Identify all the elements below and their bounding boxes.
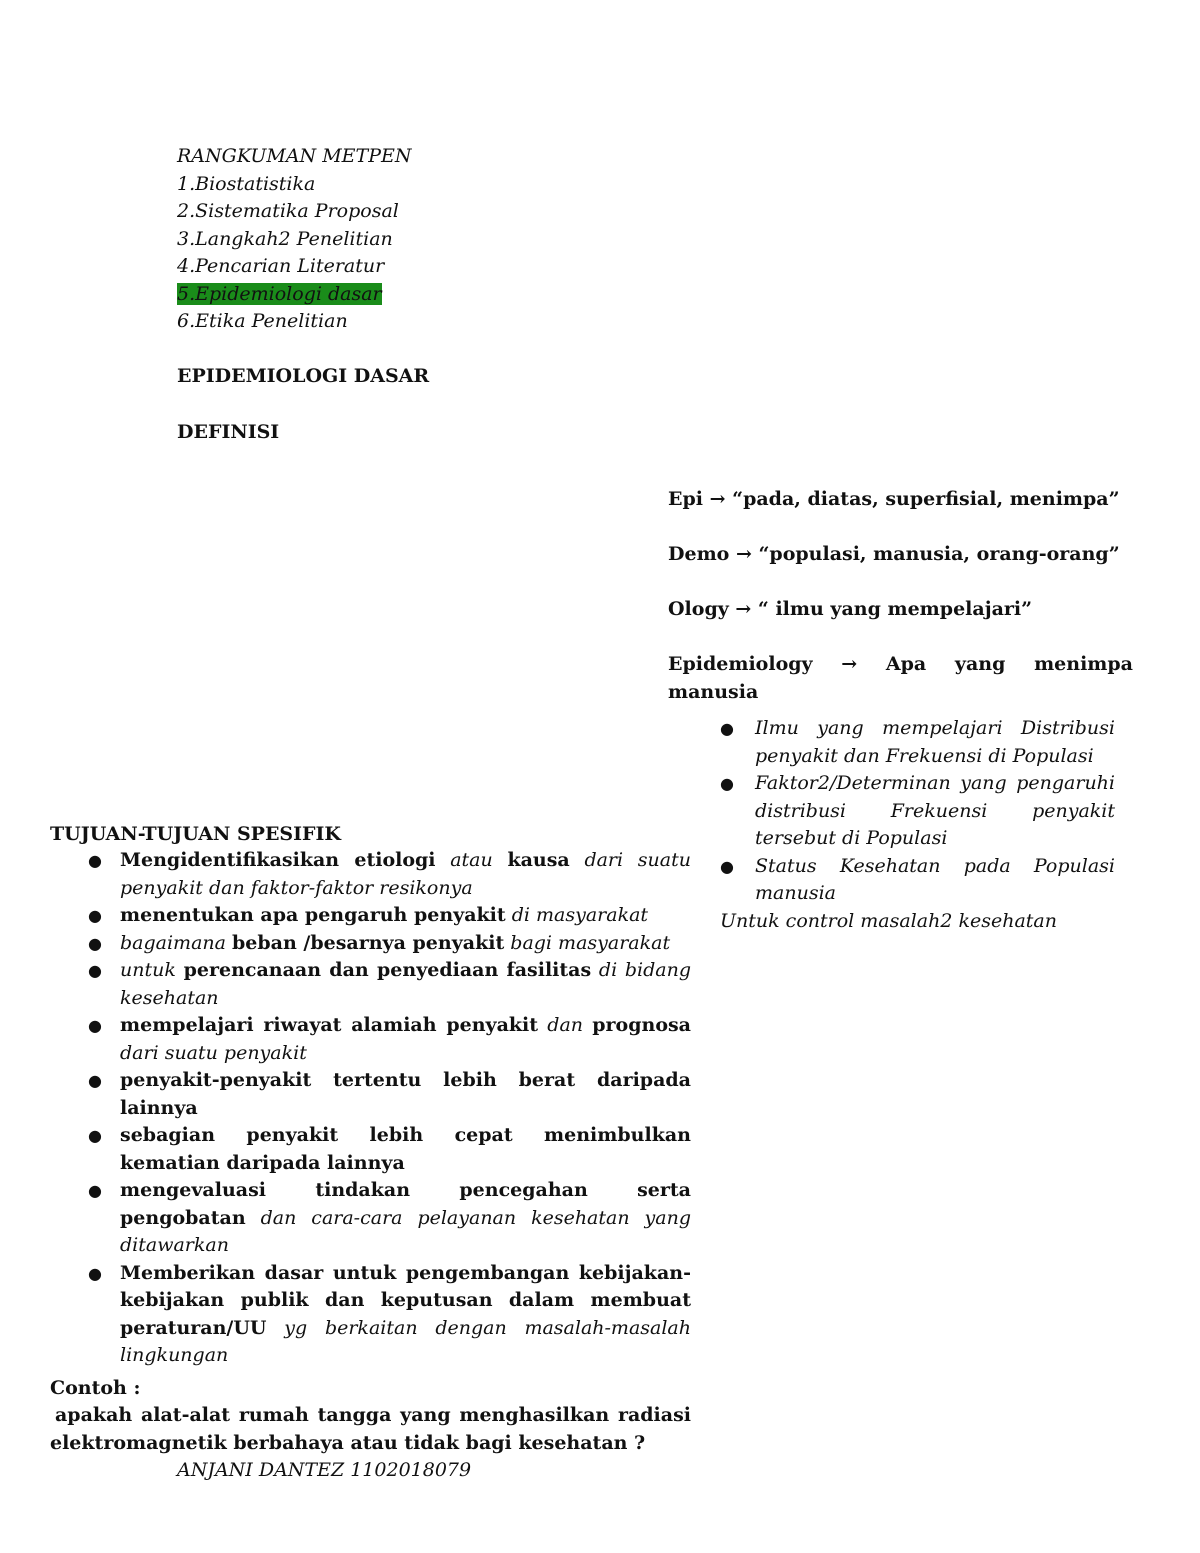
contoh-question-line-2: elektromagnetik berbahaya atau tidak bagi kesehatan ?: [50, 1432, 646, 1454]
outline-item-3: 3.Langkah2 Penelitian: [177, 228, 393, 250]
list-item: ● untuk perencanaan dan penyediaan fasilitas di bidang kesehatan: [88, 959, 692, 1009]
heading-tujuan: TUJUAN-TUJUAN SPESIFIK: [50, 823, 341, 845]
list-item: ● menentukan apa pengaruh penyakit di masyarakat: [88, 904, 649, 926]
list-item: ● Status Kesehatan pada Populasi manusia: [720, 854, 1115, 904]
heading-definisi: DEFINISI: [177, 421, 280, 443]
outline-item-2: 2.Sistematika Proposal: [177, 200, 399, 222]
definition-demo: Demo → “populasi, manusia, orang-orang”: [668, 543, 1120, 565]
outline-item-1: 1.Biostatistika: [177, 173, 316, 195]
list-item: ● bagaimana beban /besarnya penyakit bagi masyarakat: [88, 931, 671, 954]
author-signature: ANJANI DANTEZ 1102018079: [177, 1459, 472, 1481]
heading-epidemiologi-dasar: EPIDEMIOLOGI DASAR: [177, 365, 430, 387]
list-item: ● Memberikan dasar untuk pengembangan kebijakan-kebijakan publik dan keputusan dalam membuat peraturan/UU yg berkaitan dengan masalah-masalah lingkungan: [88, 1261, 691, 1366]
list-item: ● penyakit-penyakit tertentu lebih berat daripada lainnya: [88, 1069, 691, 1119]
definition-epidemiology-cont: manusia: [668, 681, 759, 703]
outline-item-5-highlighted: 5.Epidemiologi dasar: [177, 283, 382, 305]
definition-epi: Epi → “pada, diatas, superfisial, menimpa”: [668, 488, 1120, 510]
list-item: ● sebagian penyakit lebih cepat menimbulkan kematian daripada lainnya: [88, 1124, 691, 1174]
list-item: ● Mengidentifikasikan etiologi atau kausa dari suatu penyakit dan faktor-faktor resikonya: [88, 849, 691, 899]
contoh-question-line-1: apakah alat-alat rumah tangga yang menghasilkan radiasi: [55, 1404, 691, 1426]
outline-item-6: 6.Etika Penelitian: [177, 310, 348, 332]
list-item: ● Ilmu yang mempelajari Distribusi penyakit dan Frekuensi di Populasi: [720, 717, 1115, 767]
list-item: ● Faktor2/Determinan yang pengaruhi distribusi Frekuensi penyakit tersebut di Populasi: [720, 772, 1115, 849]
list-item: ● mengevaluasi tindakan pencegahan serta pengobatan dan cara-cara pelayanan kesehatan yang ditawarkan: [88, 1179, 692, 1256]
list-item: ● mempelajari riwayat alamiah penyakit dan prognosa dari suatu penyakit: [88, 1014, 691, 1064]
document-title: RANGKUMAN METPEN: [177, 145, 412, 167]
outline-item-4: 4.Pencarian Literatur: [177, 255, 385, 277]
definition-epidemiology: Epidemiology → Apa yang menimpa: [668, 653, 1133, 675]
definition-bullet-list: [720, 715, 1115, 908]
contoh-label: Contoh :: [50, 1377, 141, 1399]
tujuan-bullet-list: [88, 847, 691, 1370]
definition-closing: Untuk control masalah2 kesehatan: [720, 910, 1057, 932]
definition-ology: Ology → “ ilmu yang mempelajari”: [668, 598, 1033, 620]
